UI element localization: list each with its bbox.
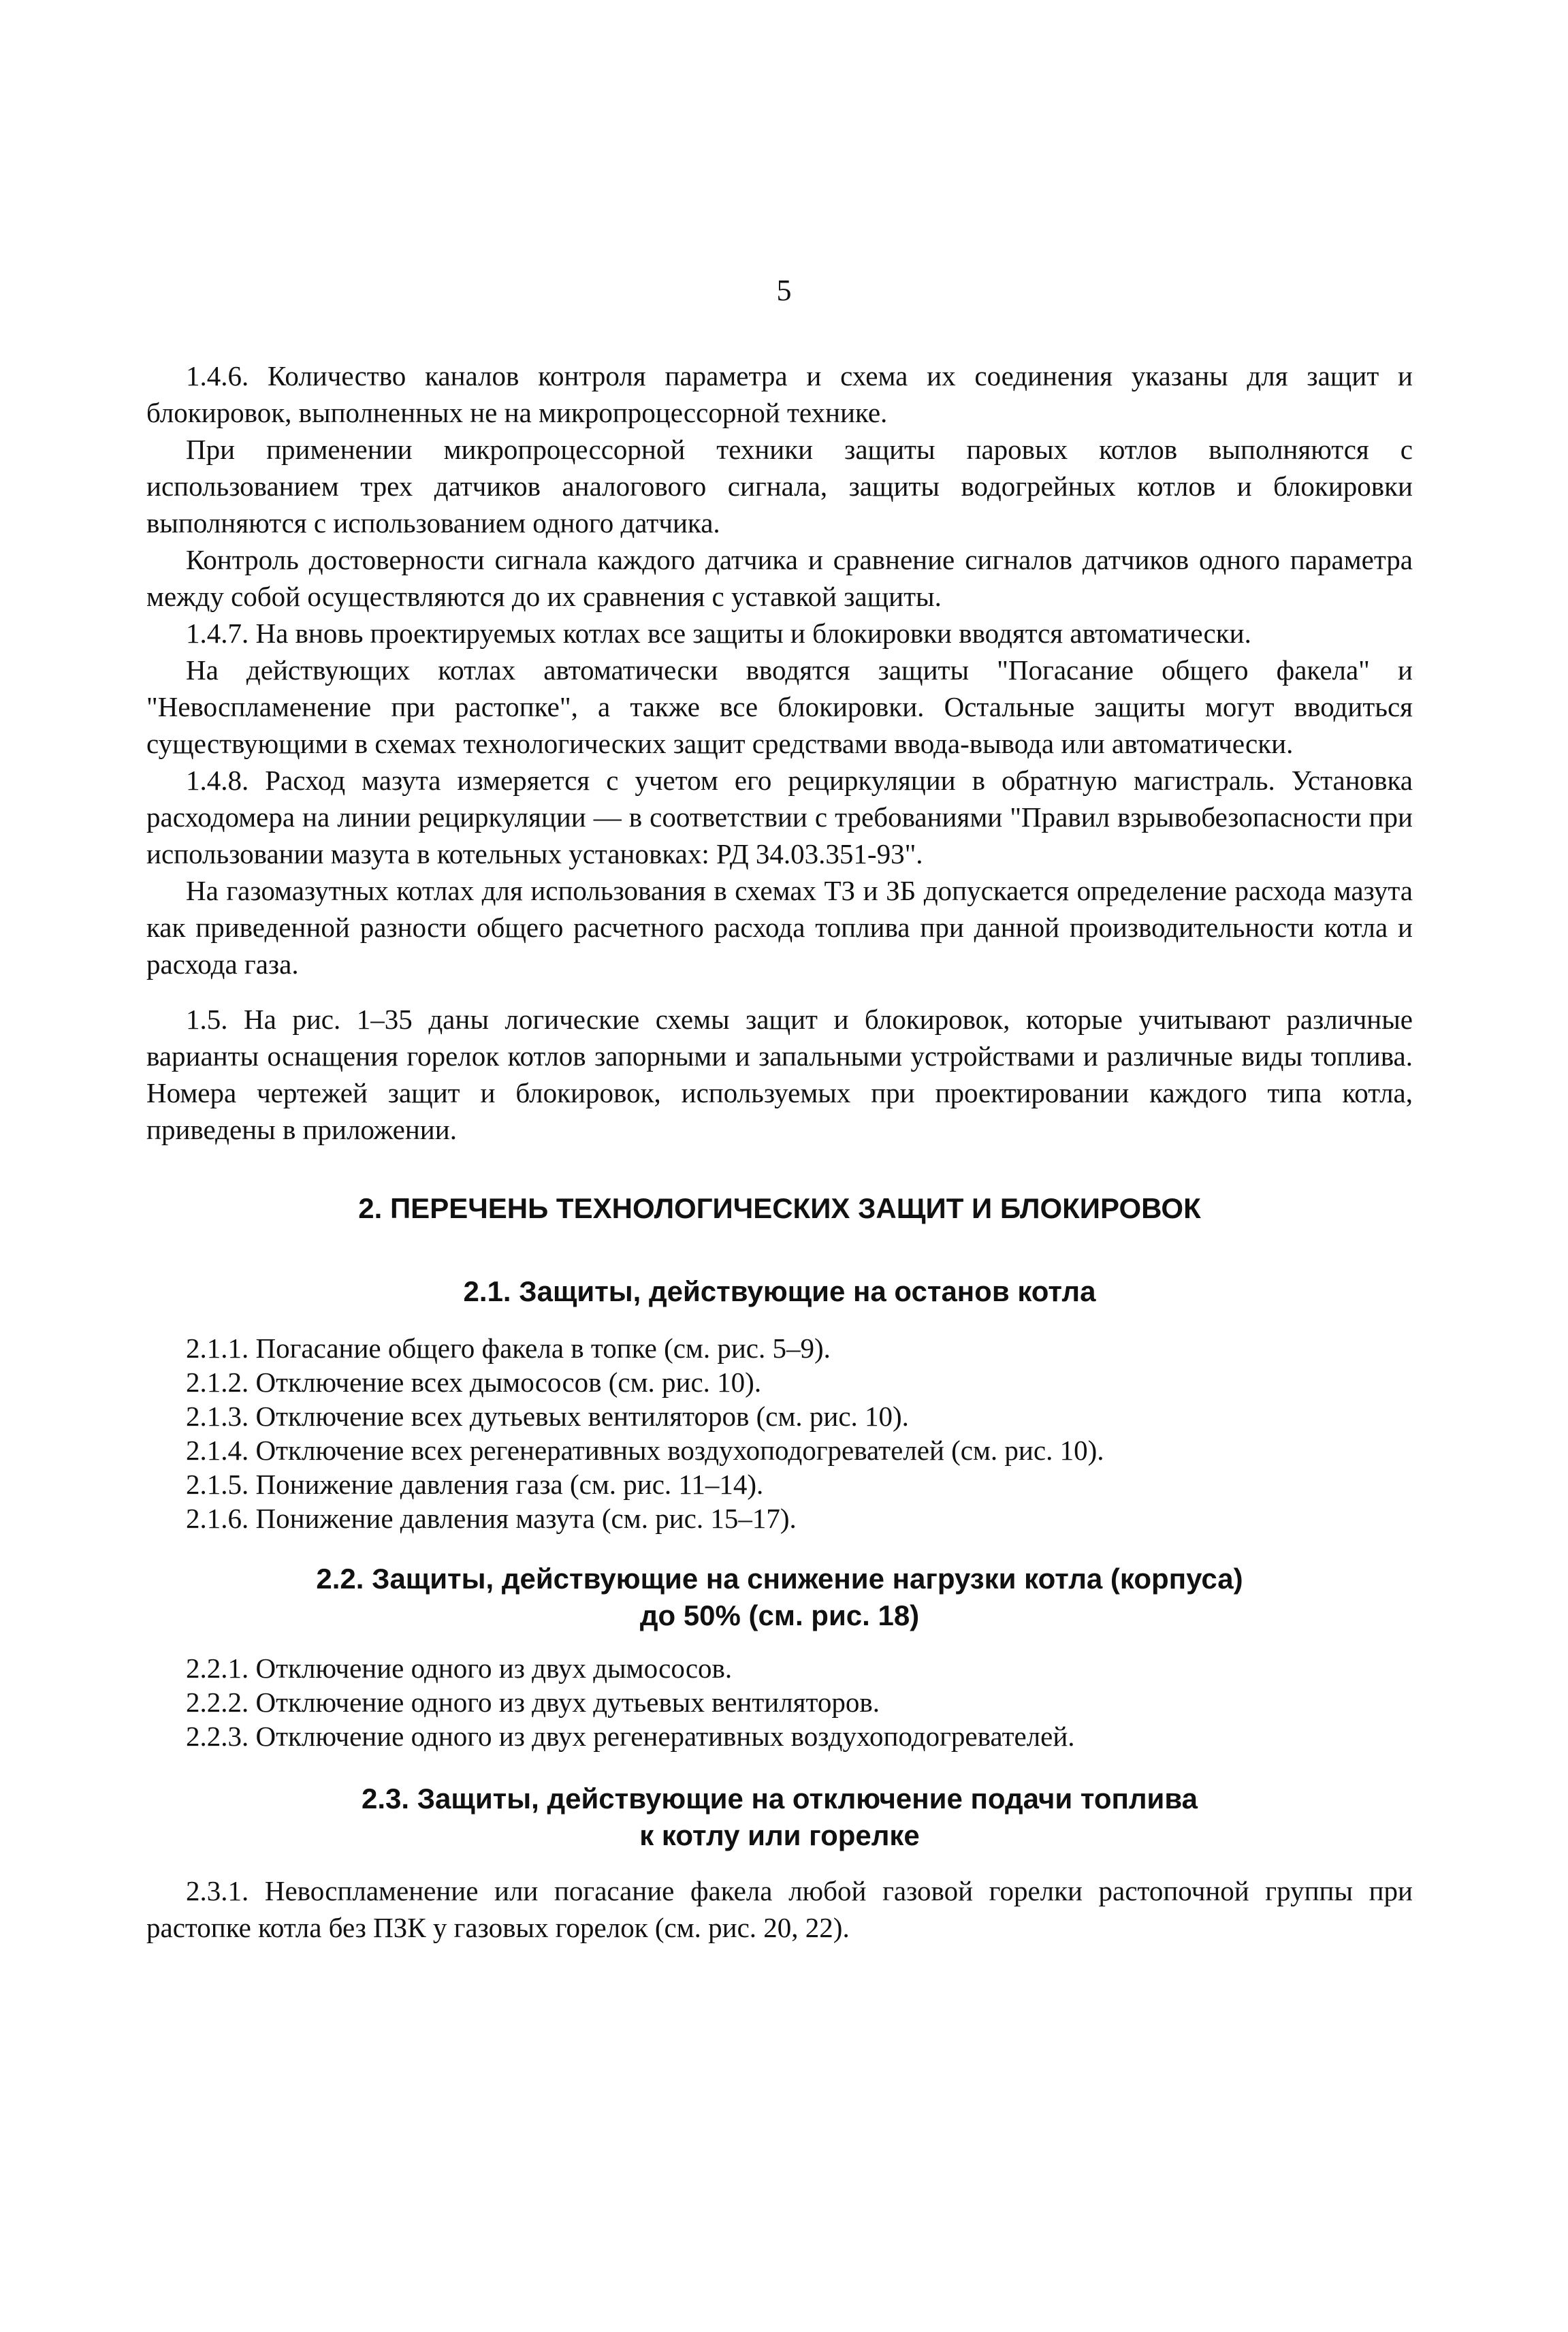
page-number: 5 — [776, 274, 792, 307]
paragraph-microprocessor: При применении микропроцессорной техники защиты паровых котлов выполняются с использованием трех датчиков аналогового сигнала, защиты водогрейных котлов и блокировки выполняются с использованием одного датчика. — [146, 434, 1413, 539]
list-item — [146, 1399, 1413, 1433]
list-item — [146, 1433, 1413, 1467]
item-number: 2.1.4. — [186, 1435, 249, 1466]
list-item — [146, 1501, 1413, 1535]
item-number: 2.1.2. — [186, 1367, 249, 1398]
paragraph-reliability-control: Контроль достоверности сигнала каждого датчика и сравнение сигналов датчиков одного параметра между собой осуществляются до их сравнения с уставкой защиты. — [146, 544, 1413, 612]
paragraph-1-4-8: 1.4.8. Расход мазута измеряется с учетом его рециркуляции в обратную магистраль. Установка расходомера на линии рециркуляции — в соответствии с требованиями "Правил взрывобезопасности при использовании мазута в котельных установках: РД 34.03.351-93". — [146, 765, 1413, 869]
item-text: Отключение всех дымососов (см. рис. 10). — [255, 1367, 762, 1398]
item-number: 2.2.2. — [186, 1687, 249, 1718]
list-item — [146, 1331, 1413, 1365]
paragraph-2-3-1: 2.3.1. Невоспламенение или погасание факела любой газовой горелки растопочной группы при растопке котла без ПЗК у газовых горелок (см. рис. 20, 22). — [146, 1875, 1413, 1943]
item-number: 2.1.6. — [186, 1503, 249, 1534]
subsection-2-3-heading — [146, 1780, 1413, 1854]
subsection-2-2-heading-line-1: 2.2. Защиты, действующие на снижение нагрузки котла (корпуса) — [316, 1563, 1243, 1595]
item-number: 2.1.5. — [186, 1469, 249, 1500]
paragraph-existing-boilers: На действующих котлах автоматически вводятся защиты "Погасание общего факела" и "Невоспламенение при растопке", а также все блокировки. Остальные защиты могут вводиться существующими в схемах технологических защит средствами ввода-вывода или автоматически. — [146, 654, 1413, 759]
list-item — [146, 1685, 1413, 1719]
subsection-2-2-list — [146, 1651, 1413, 1753]
subsection-2-3-heading-line-2: к котлу или горелке — [639, 1819, 920, 1851]
subsection-2-2-heading — [146, 1561, 1413, 1634]
intro-text-block — [146, 357, 1413, 1148]
item-number: 2.1.3. — [186, 1401, 249, 1432]
subsection-2-3-text-block — [146, 1872, 1413, 1946]
subsection-2-3-heading-line-1: 2.3. Защиты, действующие на отключение подачи топлива — [362, 1783, 1198, 1815]
list-item — [146, 1719, 1413, 1753]
list-item — [146, 1467, 1413, 1501]
subsection-2-2-heading-line-2: до 50% (см. рис. 18) — [639, 1599, 920, 1631]
list-item — [146, 1651, 1413, 1685]
item-text: Отключение всех дутьевых вентиляторов (см. рис. 10). — [255, 1401, 909, 1432]
item-text: Отключение всех регенеративных воздухоподогревателей (см. рис. 10). — [255, 1435, 1104, 1466]
item-text: Отключение одного из двух регенеративных воздухоподогревателей. — [255, 1721, 1075, 1752]
item-number: 2.2.3. — [186, 1721, 249, 1752]
paragraph-1-4-7: 1.4.7. На вновь проектируемых котлах все защиты и блокировки вводятся автоматически. — [186, 618, 1251, 649]
paragraph-1-5: 1.5. На рис. 1–35 даны логические схемы защит и блокировок, которые учитывают различные варианты оснащения горелок котлов запорными и запальными устройствами и различные виды топлива. Номера чертежей защит и блокировок, используемых при проектировании каждого типа котла, приведены в приложении. — [146, 1004, 1413, 1145]
item-text: Отключение одного из двух дутьевых вентиляторов. — [255, 1687, 880, 1718]
list-item — [146, 1365, 1413, 1399]
paragraph-gas-oil-boilers: На газомазутных котлах для использования в схемах ТЗ и ЗБ допускается определение расхода мазута как приведенной разности общего расчетного расхода топлива при данной производительности котла и расхода газа. — [146, 875, 1413, 980]
item-text: Отключение одного из двух дымососов. — [255, 1652, 733, 1684]
item-text: Погасание общего факела в топке (см. рис. 5–9). — [255, 1332, 831, 1364]
item-number: 2.2.1. — [186, 1652, 249, 1684]
subsection-2-1-heading: 2.1. Защиты, действующие на останов котла — [463, 1275, 1096, 1307]
item-number: 2.1.1. — [186, 1332, 249, 1364]
subsection-2-1-list — [146, 1331, 1413, 1535]
section-2-heading: 2. ПЕРЕЧЕНЬ ТЕХНОЛОГИЧЕСКИХ ЗАЩИТ И БЛОКИРОВОК — [358, 1192, 1201, 1224]
item-text: Понижение давления газа (см. рис. 11–14). — [255, 1469, 764, 1500]
item-text: Понижение давления мазута (см. рис. 15–17). — [255, 1503, 797, 1534]
paragraph-1-4-6: 1.4.6. Количество каналов контроля параметра и схема их соединения указаны для защит и блокировок, выполненных не на микропроцессорной технике. — [146, 360, 1413, 428]
